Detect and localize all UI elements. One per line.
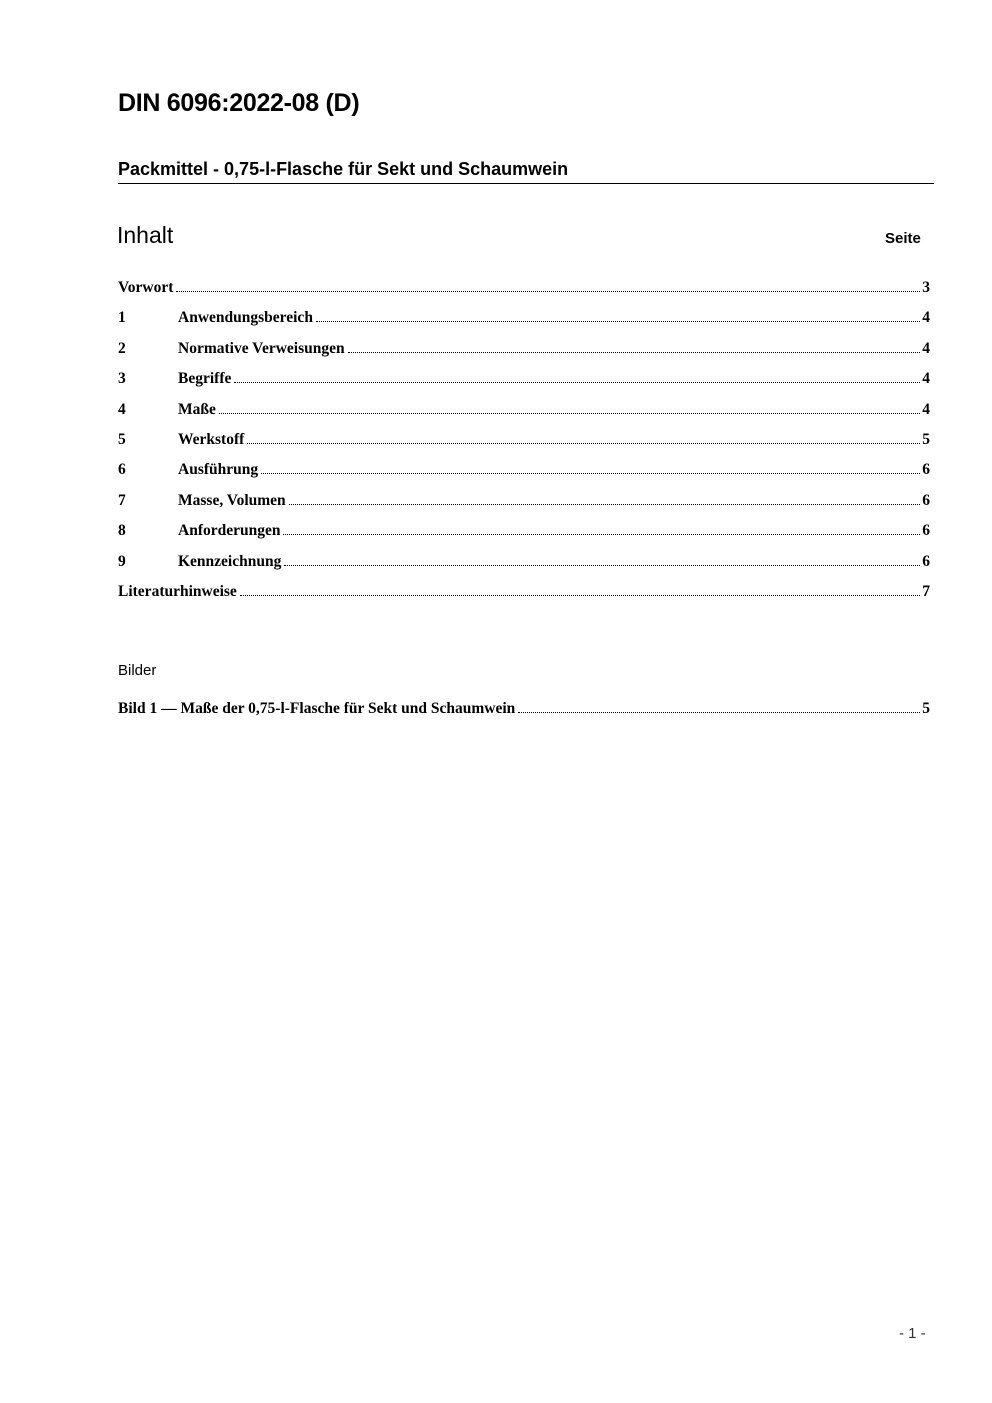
- toc-entry-title[interactable]: Maße: [178, 400, 216, 418]
- toc-entry-number: 5: [118, 431, 126, 448]
- toc-entry-title[interactable]: Masse, Volumen: [178, 491, 286, 509]
- toc-entry[interactable]: [118, 340, 930, 360]
- toc-entry[interactable]: [118, 700, 930, 720]
- toc-entry-title[interactable]: Vorwort: [118, 279, 174, 296]
- toc-entry[interactable]: [118, 309, 930, 329]
- toc-entry-title[interactable]: Werkstoff: [178, 431, 245, 448]
- toc-entry-page: 4: [922, 339, 930, 357]
- toc-entry-number: 6: [118, 461, 126, 479]
- toc-entry-page: 4: [922, 400, 930, 418]
- toc-entry-title[interactable]: Normative Verweisungen: [178, 339, 345, 357]
- toc-entry-page: 6: [922, 552, 930, 570]
- toc-entry-number: 2: [118, 339, 126, 357]
- figures-heading: Bilder: [118, 662, 157, 679]
- toc-entry-page: 5: [922, 431, 930, 448]
- page-column-label: Seite: [885, 230, 921, 247]
- dot-leader: [348, 352, 921, 353]
- dot-leader: [247, 443, 920, 444]
- toc-entry-title[interactable]: Bild 1 — Maße der 0,75-l-Flasche für Sekt und Schaumwein: [118, 700, 516, 717]
- dot-leader: [234, 382, 920, 383]
- toc-entry-title[interactable]: Anwendungsbereich: [178, 309, 313, 327]
- toc-entry[interactable]: [118, 522, 930, 542]
- toc-entry-title[interactable]: Kennzeichnung: [178, 552, 282, 570]
- dot-leader: [316, 321, 920, 322]
- dot-leader: [219, 413, 920, 414]
- toc-entry-number: 4: [118, 400, 126, 418]
- toc-entry-page: 6: [922, 461, 930, 479]
- dot-leader: [176, 291, 920, 292]
- toc-entry-page: 6: [922, 522, 930, 540]
- dot-leader: [261, 473, 920, 474]
- dot-leader: [289, 504, 921, 505]
- toc-entry-page: 4: [922, 370, 930, 388]
- toc-entry-number: 7: [118, 491, 126, 509]
- toc-entry[interactable]: [118, 431, 930, 451]
- toc-entry-number: 1: [118, 309, 126, 327]
- toc-entry-number: 8: [118, 522, 126, 540]
- toc-entry[interactable]: [118, 553, 930, 573]
- toc-entry[interactable]: [118, 492, 930, 512]
- toc-entry-title[interactable]: Literaturhinweise: [118, 583, 237, 600]
- toc-entry-title[interactable]: Anforderungen: [178, 522, 281, 540]
- toc-entry[interactable]: [118, 279, 930, 299]
- dot-leader: [240, 595, 920, 596]
- subtitle-rule: [118, 183, 934, 184]
- toc-entry-page: 3: [922, 279, 930, 296]
- toc-entry-title[interactable]: Begriffe: [178, 370, 232, 388]
- document-title: DIN 6096:2022-08 (D): [118, 89, 360, 117]
- document-subtitle: Packmittel - 0,75-l-Flasche für Sekt und Schaumwein: [118, 159, 569, 179]
- toc-entry[interactable]: [118, 461, 930, 481]
- dot-leader: [284, 565, 920, 566]
- toc-entry-page: 7: [922, 583, 930, 600]
- toc-entry-number: 9: [118, 552, 126, 570]
- dot-leader: [283, 534, 920, 535]
- toc-entry-title[interactable]: Ausführung: [178, 461, 259, 479]
- toc-entry-page: 6: [922, 491, 930, 509]
- toc-entry-page: 5: [922, 700, 930, 717]
- page-number: - 1 -: [899, 1325, 926, 1342]
- toc-entry-page: 4: [922, 309, 930, 327]
- toc-entry[interactable]: [118, 583, 930, 603]
- toc-entry-number: 3: [118, 370, 126, 388]
- toc-heading: Inhalt: [117, 222, 174, 248]
- toc-entry[interactable]: [118, 370, 930, 390]
- toc-entry[interactable]: [118, 401, 930, 421]
- dot-leader: [518, 712, 920, 713]
